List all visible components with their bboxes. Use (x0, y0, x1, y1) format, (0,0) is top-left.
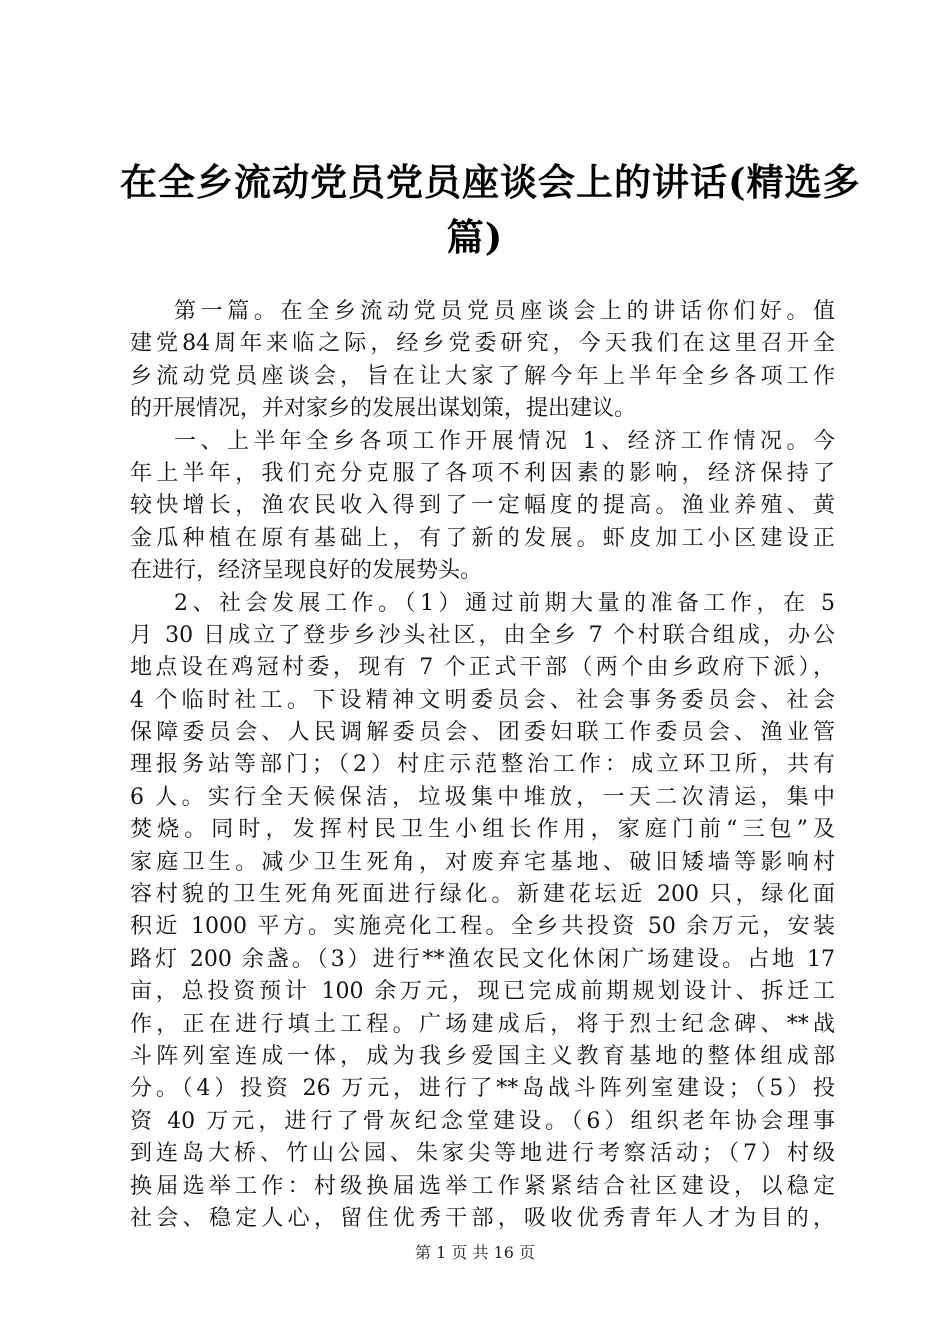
paragraph (130, 588, 835, 1236)
paragraph-line: 分。（4）投资 26 万元，进行了**岛战斗阵列室建设；（5）投 (130, 1076, 835, 1102)
paragraph-line: 金瓜种植在原有基础上，有了新的发展。虾皮加工小区建设正 (130, 525, 835, 551)
title-line-2: 篇) (446, 215, 504, 259)
paragraph-line: 容村貌的卫生死角死面进行绿化。新建花坛近 200 只，绿化面 (130, 882, 835, 908)
paragraph-line: 亩，总投资预计 100 余万元，现已完成前期规划设计、拆迁工 (130, 979, 835, 1005)
paragraph-line: 换届选举工作：村级换届选举工作紧紧结合社区建设，以稳定 (130, 1173, 835, 1199)
paragraph-line: 斗阵列室连成一体，成为我乡爱国主义教育基地的整体组成部 (130, 1043, 835, 1069)
paragraph-line: 年上半年，我们充分克服了各项不利因素的影响，经济保持了 (130, 460, 835, 486)
title-line-1: 在全乡流动党员党员座谈会上的讲话(精选多 (120, 160, 861, 204)
paragraph-line: 第一篇。在全乡流动党员党员座谈会上的讲话你们好。值 (174, 299, 835, 324)
paragraph-line: 到连岛大桥、竹山公园、朱家尖等地进行考察活动；（7）村级 (130, 1141, 835, 1167)
paragraph (130, 426, 835, 588)
paragraph-line: 保障委员会、人民调解委员会、团委妇联工作委员会、渔业管 (130, 720, 835, 746)
paragraph-line: 家庭卫生。减少卫生死角，对废弃宅基地、破旧矮墙等影响村 (130, 849, 835, 875)
paragraph-line: 在进行，经济呈现良好的发展势头。 (130, 558, 483, 584)
page-footer: 第 1 页 共 16 页 (415, 1243, 535, 1262)
paragraph-line: 积近 1000 平方。实施亮化工程。全乡共投资 50 余万元，安装 (130, 914, 835, 940)
paragraph-line: 乡流动党员座谈会，旨在让大家了解今年上半年全乡各项工作 (130, 363, 835, 389)
paragraph-line: 地点设在鸡冠村委，现有 7 个正式干部（两个由乡政府下派）， (130, 655, 835, 681)
paragraph-line: 较快增长，渔农民收入得到了一定幅度的提高。渔业养殖、黄 (130, 493, 835, 519)
paragraph-line: 社会、稳定人心，留住优秀干部，吸收优秀青年人才为目的， (130, 1205, 835, 1231)
paragraph-line: 月 30 日成立了登步乡沙头社区，由全乡 7 个村联合组成，办公 (130, 622, 835, 648)
paragraph-line: 路灯 200 余盏。（3）进行**渔农民文化休闲广场建设。占地 17 (130, 946, 835, 972)
paragraph-line: 资 40 万元，进行了骨灰纪念堂建设。（6）组织老年协会理事 (130, 1108, 835, 1134)
paragraph-line: 4 个临时社工。下设精神文明委员会、社会事务委员会、社会 (130, 687, 835, 713)
document-body (130, 296, 835, 1235)
paragraph-line: 理报务站等部门；（2）村庄示范整治工作：成立环卫所，共有 (130, 752, 835, 778)
document-title (120, 155, 861, 265)
paragraph-line: 6 人。实行全天候保洁，垃圾集中堆放，一天二次清运，集中 (130, 784, 835, 810)
paragraph-line: 焚烧。同时，发挥村民卫生小组长作用，家庭门前“三包”及 (130, 817, 835, 843)
paragraph (130, 296, 835, 426)
paragraph-line: 2、社会发展工作。（1）通过前期大量的准备工作，在 5 (174, 590, 835, 616)
paragraph-line: 的开展情况，并对家乡的发展出谋划策，提出建议。 (130, 396, 637, 422)
paragraph-line: 建党84周年来临之际，经乡党委研究，今天我们在这里召开全 (130, 331, 835, 357)
paragraph-line: 作，正在进行填土工程。广场建成后，将于烈士纪念碑、**战 (130, 1011, 835, 1037)
paragraph-line: 一、上半年全乡各项工作开展情况 1、经济工作情况。今 (174, 428, 835, 454)
